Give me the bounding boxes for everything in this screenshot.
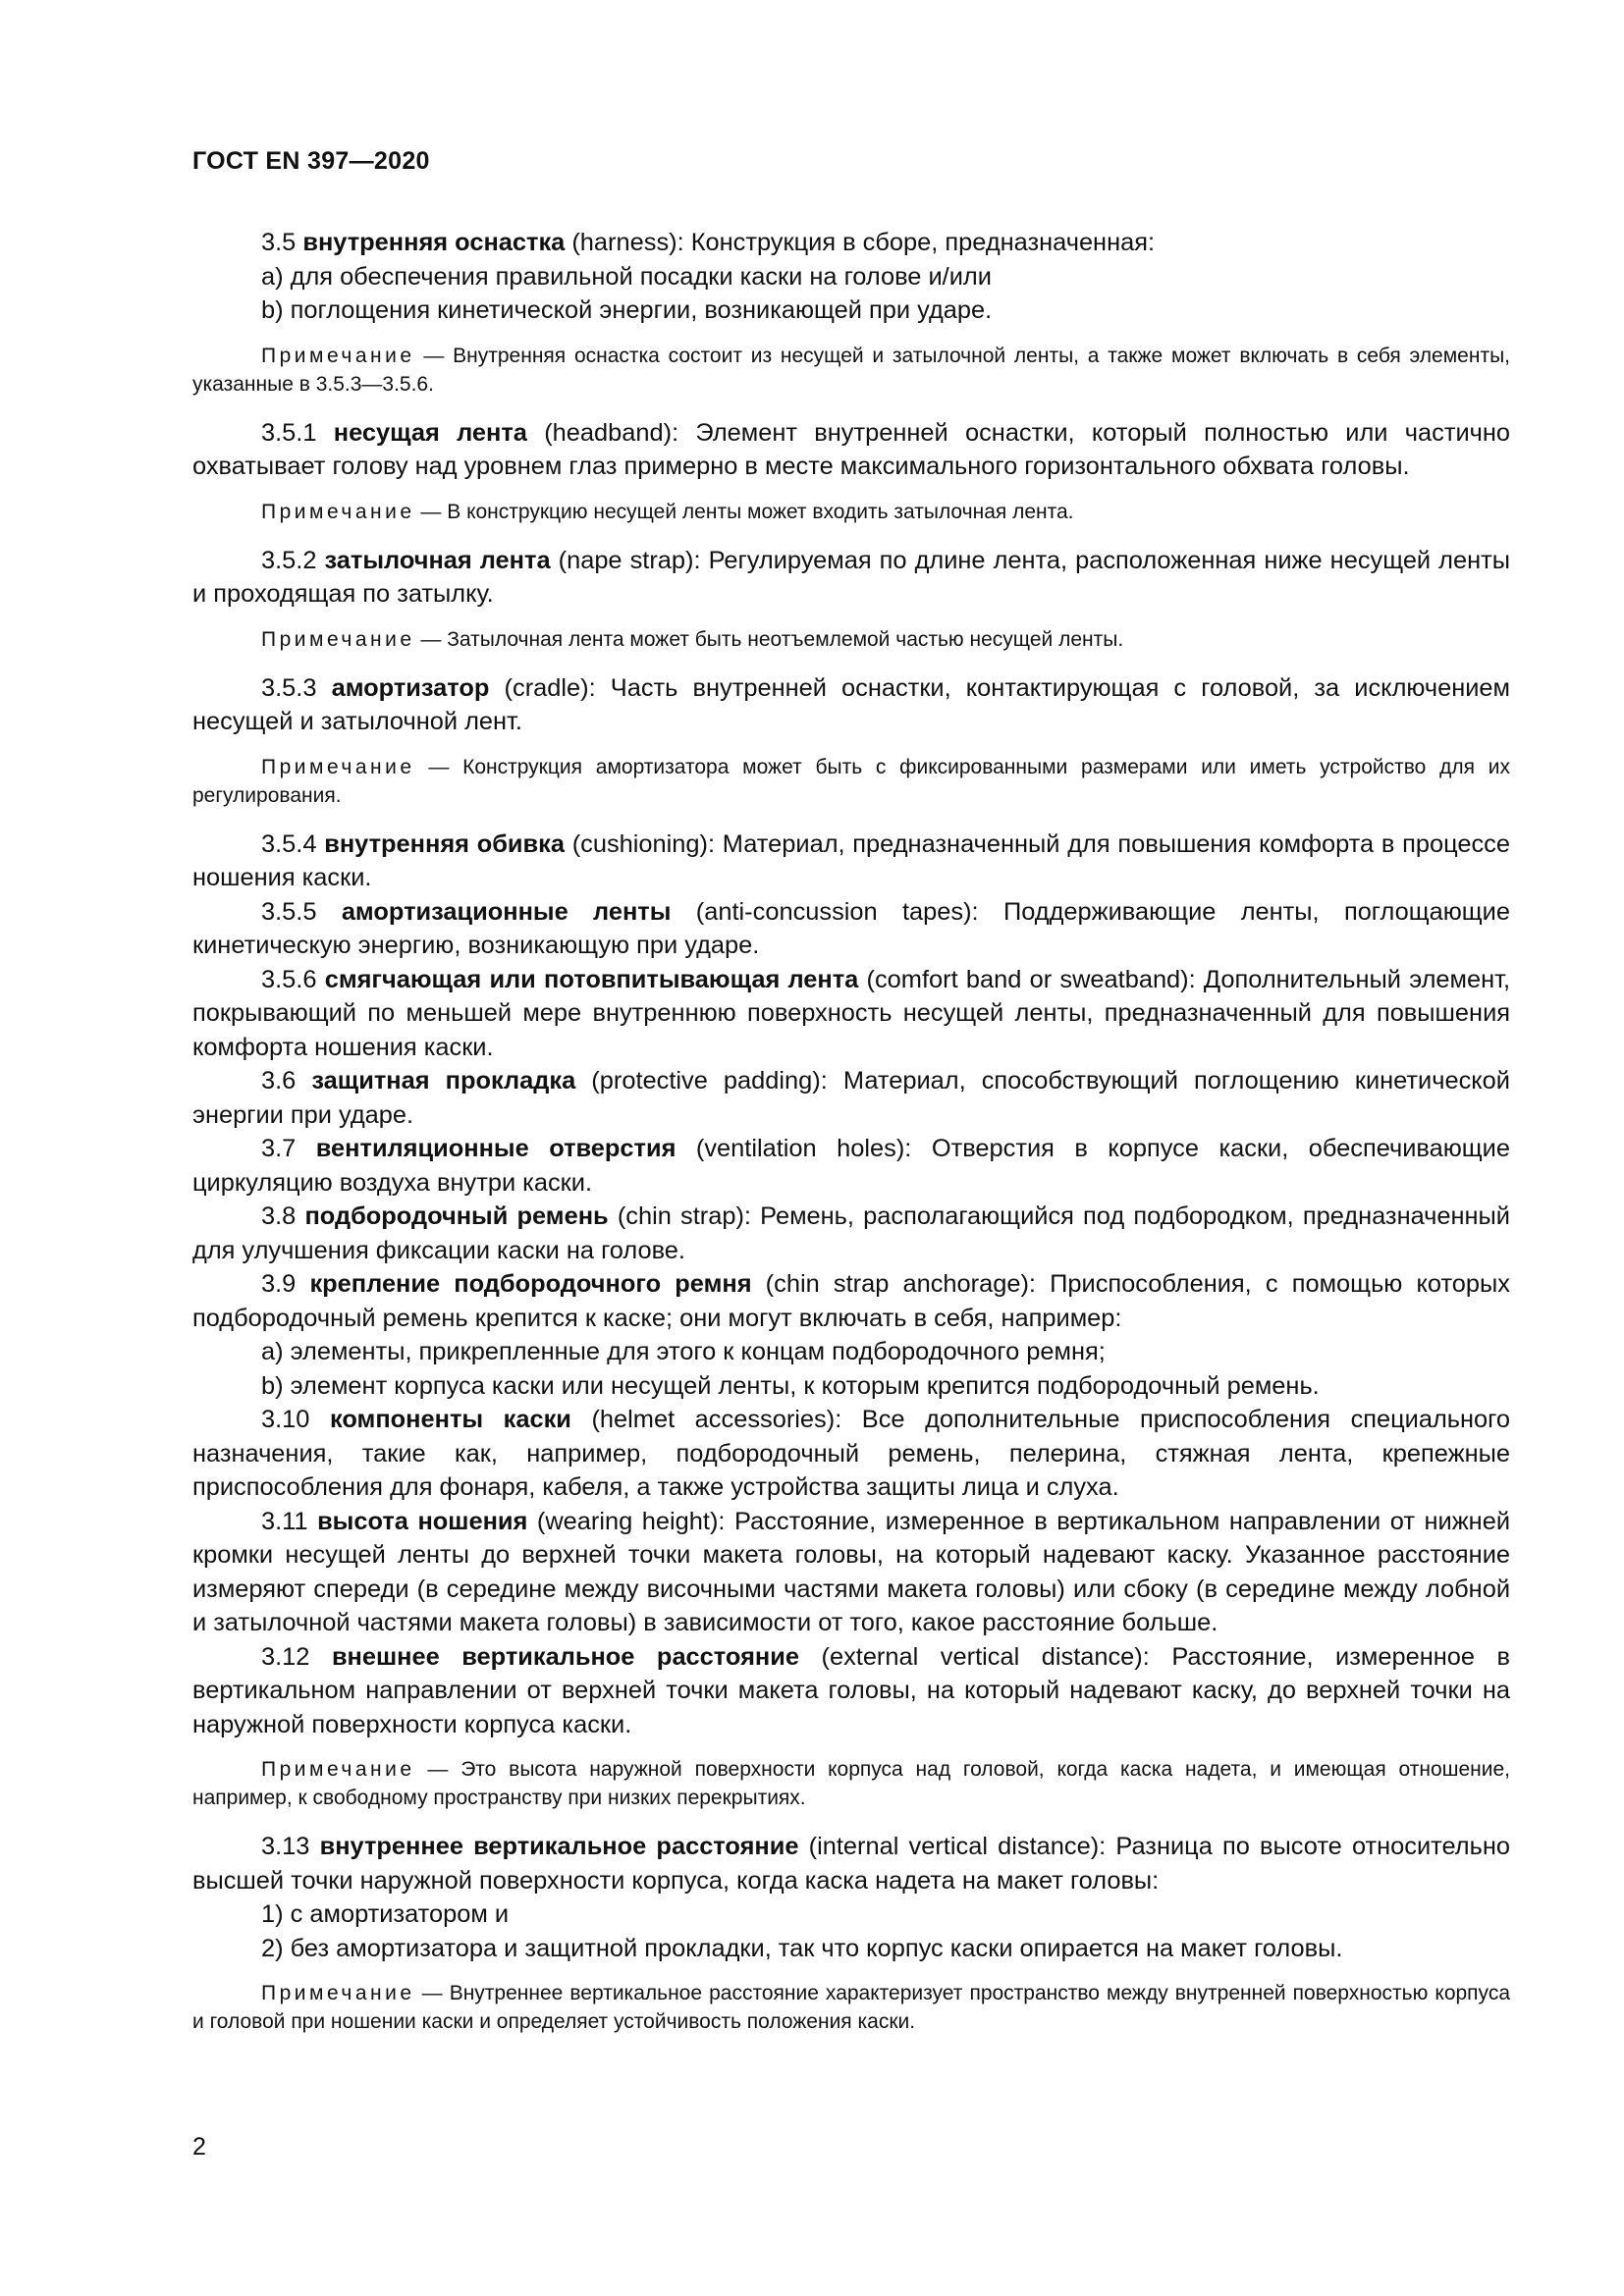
term-3-11: 3.11 высота ношения (wearing height): Расстояние, измеренное в вертикальном направлении от нижней кромки несущей ленты до верхней точки макета головы, на который надевают каску. Указанное расстояние измеряют спереди (в середине между височными частями макета головы) или сбоку (в середине между лобной и затылочной частями макета головы) в зависимости от того, какое расстояние больше. [192, 1507, 1511, 1636]
term-title: амортизатор [331, 673, 490, 702]
list-item: 1) с амортизатором и [261, 1900, 510, 1928]
term-3-5: 3.5 внутренняя оснастка (harness): Конструкция в сборе, предназначенная: [261, 229, 1156, 256]
term-title: смягчающая или потовпитывающая лента [324, 965, 859, 993]
term-3-5-3: 3.5.3 амортизатор (cradle): Часть внутренней оснастки, контактирующая с головой, за исключением несущей и затылочной лент. [192, 673, 1510, 735]
page-number: 2 [192, 2133, 206, 2161]
term-title: внутренняя обивка [324, 829, 565, 858]
term-title: крепление подбородочного ремня [309, 1270, 752, 1298]
list-item: a) элементы, прикрепленные для этого к концам подбородочного ремня; [261, 1338, 1106, 1365]
term-3-5-1: 3.5.1 несущая лента (headband): Элемент внутренней оснастки, который полностью или частично охватывает голову над уровнем глаз примерно в месте максимального горизонтального обхвата головы. [192, 418, 1511, 480]
term-3-6: 3.6 защитная прокладка (protective padding): Материал, способствующий поглощению кинетической энергии при ударе. [192, 1067, 1510, 1129]
note-label: Примечание [261, 755, 415, 778]
term-3-5-5: 3.5.5 амортизационные ленты (anti-concussion tapes): Поддерживающие ленты, поглощающие кинетическую энергию, возникающую при ударе. [192, 897, 1510, 959]
note-3-13: Примечание — Внутреннее вертикальное расстояние характеризует пространство между внутренней поверхностью корпуса и головой при ношении каски и определяет устойчивость положения каски. [192, 1982, 1510, 2033]
term-title: вентиляционные отверстия [315, 1135, 677, 1162]
note-3-5-2: Примечание — Затылочная лента может быть неотъемлемой частью несущей ленты. [261, 627, 1124, 651]
note-3-5: Примечание — Внутренняя оснастка состоит из несущей и затылочной ленты, а также может включать в себя элементы, указанные в 3.5.3—3.5.6. [192, 344, 1510, 396]
term-title: компоненты каски [329, 1406, 571, 1433]
list-item: 2) без амортизатора и защитной прокладки, так что корпус каски опирается на макет головы. [261, 1934, 1343, 1962]
term-3-13: 3.13 внутреннее вертикальное расстояние (internal vertical distance): Разница по высоте относительно высшей точки наружной поверхности корпуса, когда каска надета на макет головы: [192, 1833, 1510, 1895]
term-3-5-2: 3.5.2 затылочная лента (nape strap): Регулируемая по длине лента, расположенная ниже несущей ленты и проходящая по затылку. [192, 546, 1510, 608]
list-item: b) элемент корпуса каски или несущей ленты, к которым крепится подбородочный ремень. [261, 1371, 1320, 1400]
document-header: ГОСТ EN 397—2020 [192, 147, 430, 175]
term-title: защитная прокладка [311, 1067, 576, 1095]
note-label: Примечание [261, 1982, 415, 2004]
term-title: внешнее вертикальное расстояние [331, 1642, 799, 1671]
term-3-9: 3.9 крепление подбородочного ремня (chin strap anchorage): Приспособления, с помощью которых подбородочный ремень крепится к каске; они могут включать в себя, например: [192, 1270, 1510, 1332]
note-label: Примечание [261, 1758, 415, 1781]
term-3-8: 3.8 подбородочный ремень (chin strap): Ремень, располагающийся под подбородком, предназначенный для улучшения фиксации каски на голове. [192, 1202, 1510, 1264]
term-title: внутренняя оснастка [302, 229, 566, 256]
term-3-12: 3.12 внешнее вертикальное расстояние (external vertical distance): Расстояние, измеренное в вертикальном направлении от верхней точки макета головы, на который надевают каску, до верхней точки на наружной поверхности корпуса каски. [192, 1642, 1510, 1738]
note-3-5-1: Примечание — В конструкцию несущей ленты может входить затылочная лента. [261, 500, 1074, 523]
note-label: Примечание [261, 344, 415, 367]
term-title: амортизационные ленты [341, 897, 672, 926]
term-title: затылочная лента [324, 546, 551, 574]
note-label: Примечание [261, 500, 415, 523]
note-3-12: Примечание — Это высота наружной поверхности корпуса над головой, когда каска надета, и имеющая отношение, например, к свободному пространству при низких перекрытиях. [192, 1758, 1510, 1809]
term-title: высота ношения [317, 1507, 528, 1535]
note-label: Примечание [261, 627, 415, 651]
term-title: несущая лента [333, 418, 527, 447]
term-3-5-4: 3.5.4 внутренняя обивка (cushioning): Материал, предназначенный для повышения комфорта в процессе ношения каски. [192, 829, 1510, 891]
list-item: a) для обеспечения правильной посадки каски на голове и/или [261, 262, 992, 291]
term-3-10: 3.10 компоненты каски (helmet accessories): Все дополнительные приспособления специального назначения, такие как, например, подбородочный ремень, пелерина, стяжная лента, крепежные приспособления для фонаря, кабеля, а также устройства защиты лица и слуха. [192, 1406, 1510, 1501]
note-3-5-3: Примечание — Конструкция амортизатора может быть с фиксированными размерами или иметь устройство для их регулирования. [192, 755, 1510, 807]
list-item: b) поглощения кинетической энергии, возникающей при ударе. [261, 296, 993, 324]
term-3-7: 3.7 вентиляционные отверстия (ventilation holes): Отверстия в корпусе каски, обеспечивающие циркуляцию воздуха внутри каски. [192, 1135, 1510, 1197]
document-body [192, 226, 1510, 2054]
term-title: подбородочный ремень [304, 1202, 609, 1230]
term-3-5-6: 3.5.6 смягчающая или потовпитывающая лента (comfort band or sweatband): Дополнительный элемент, покрывающий по меньшей мере внутреннюю поверхность несущей ленты, предназначенный для повышения комфорта ношения каски. [192, 965, 1510, 1061]
term-title: внутреннее вертикальное расстояние [319, 1833, 799, 1860]
